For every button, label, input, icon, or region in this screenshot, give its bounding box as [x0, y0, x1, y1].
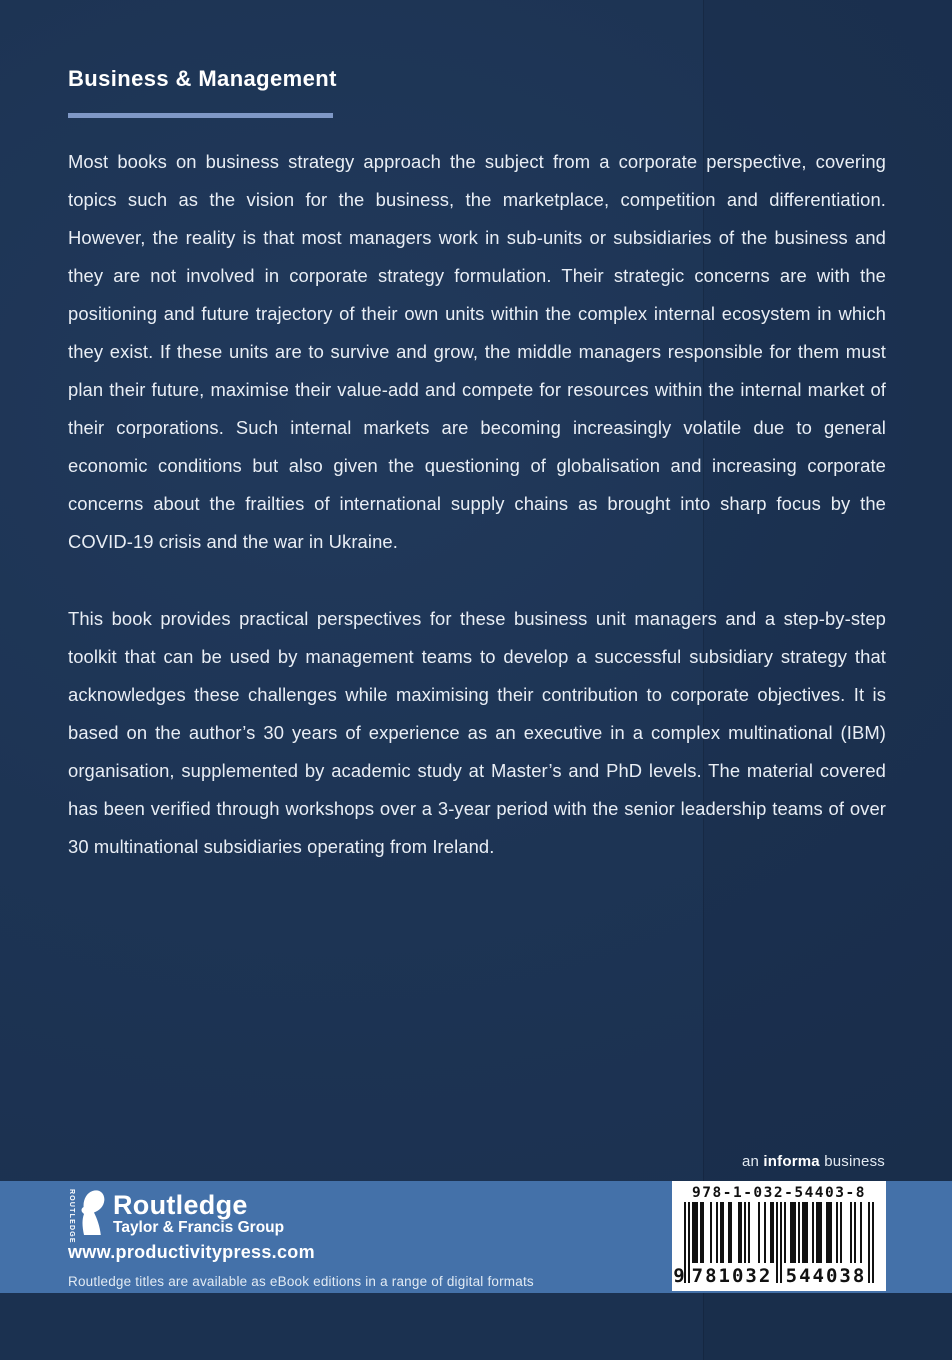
routledge-vertical-wordmark: ROUTLEDGE — [68, 1189, 75, 1244]
category-heading: Business & Management — [68, 66, 337, 91]
ean-right-digits: 544038 — [785, 1265, 867, 1287]
informa-brand: informa — [763, 1153, 820, 1170]
ean-left-digits: 781032 — [691, 1265, 773, 1287]
routledge-head-profile-icon — [76, 1189, 106, 1235]
taylor-francis-group: Taylor & Francis Group — [113, 1219, 285, 1236]
publisher-block — [68, 1189, 534, 1289]
isbn-number: 978-1-032-54403-8 — [692, 1185, 866, 1201]
isbn-barcode-box — [672, 1181, 886, 1291]
synopsis-paragraph-1: Most books on business strategy approach the subject from a corporate perspective, covering topics such as the vision for the business, the marketplace, competition and differentiation. However, the reality is that most managers work in sub-units or subsidiaries of the business and they are not involved in corporate strategy formulation. Their strategic concerns are with the positioning and future trajectory of their own units within the complex internal ecosystem in which they exist. If these units are to survive and grow, the middle managers responsible for them must plan their future, maximise their value-add and compete for resources within the internal market of their corporations. Such internal markets are becoming increasingly volatile due to general economic conditions but also given the questioning of globalisation and increasing corporate concerns about the frailties of international supply chains as brought into sharp focus by the COVID-19 crisis and the war in Ukraine. — [68, 151, 886, 552]
synopsis-paragraph-2: This book provides practical perspectives for these business unit managers and a step-by-step toolkit that can be used by management teams to develop a successful subsidiary strategy that acknowledges these challenges while maximising their contribution to corporate objectives. It is based on the author’s 30 years of experience as an executive in a complex multinational (IBM) organisation, supplemented by academic study at Master’s and PhD levels. The material covered has been verified through workshops over a 3-year period with the senior leadership teams of over 30 multinational subsidiaries operating from Ireland. — [68, 608, 886, 857]
publisher-website-url: www.productivitypress.com — [68, 1242, 315, 1262]
informa-suffix: business — [819, 1153, 885, 1170]
ebook-availability-note: Routledge titles are available as eBook editions in a range of digital formats — [68, 1274, 534, 1289]
routledge-logo — [68, 1189, 534, 1244]
routledge-name: Routledge — [113, 1190, 248, 1220]
book-synopsis — [68, 143, 886, 866]
ean-first-digit: 9 — [673, 1265, 685, 1287]
informa-prefix: an — [741, 1153, 764, 1170]
informa-business-line — [742, 1153, 885, 1170]
category-underline-rule — [68, 113, 333, 118]
publisher-names — [113, 1189, 284, 1236]
